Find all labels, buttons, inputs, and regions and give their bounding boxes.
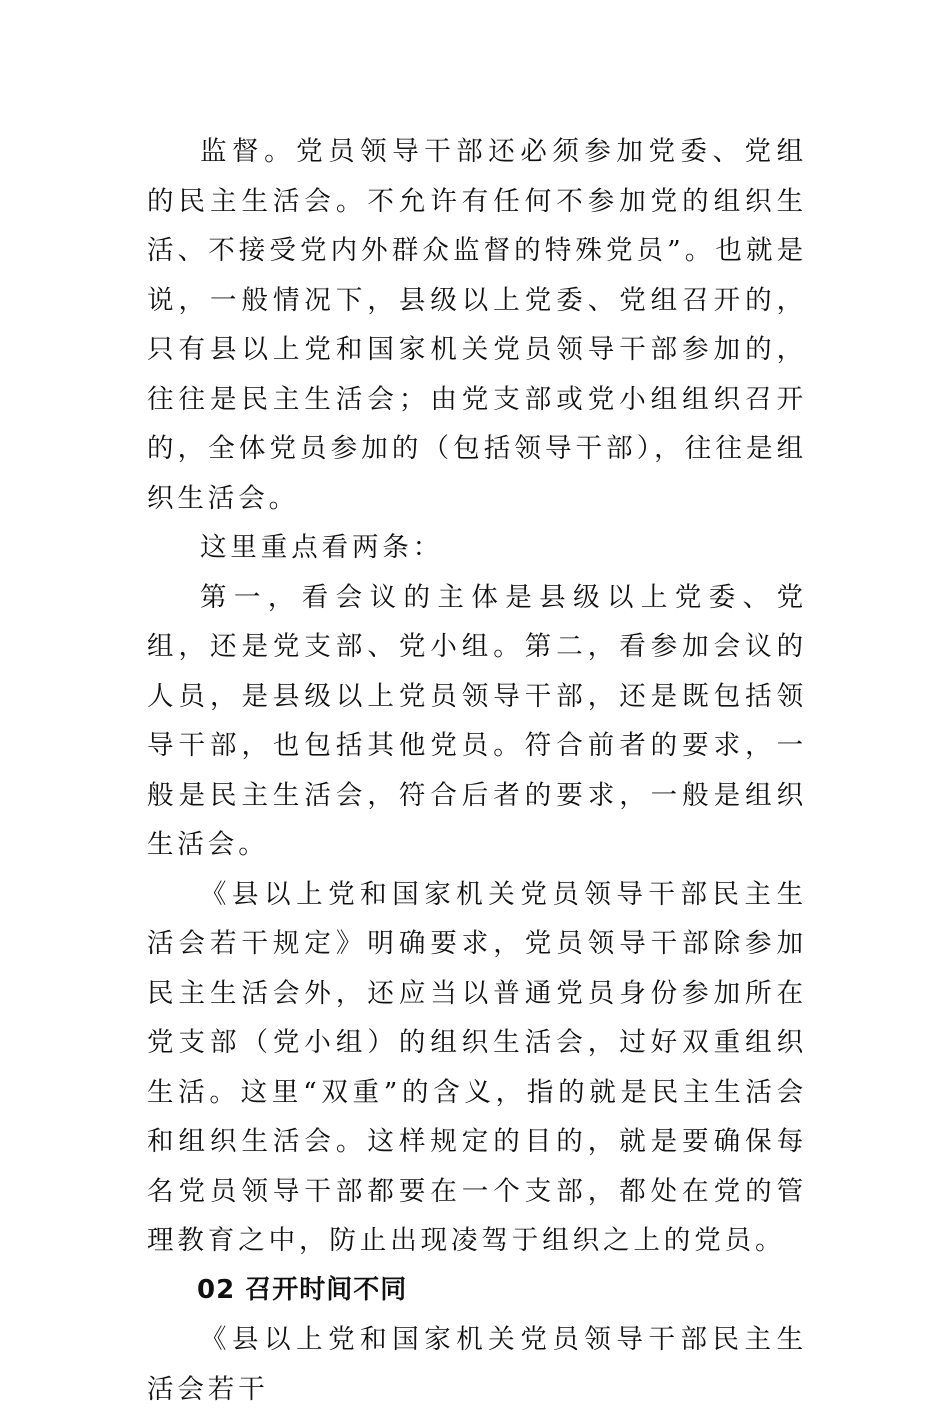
paragraph-4: 《县以上党和国家机关党员领导干部民主生活会若干规定》明确要求，党员领导干部除参加民主生活会外，还应当以普通党员身份参加所在党支部（党小组）的组织生活会，过好双重组织生活。这里“双重”的含义，指的就是民主生活会和组织生活会。这样规定的目的，就是要确保每名党员领导干部都要在一个支部，都处在党的管理教育之中，防止出现凌驾于组织之上的党员。	[147, 878, 807, 1256]
paragraph-1: 监督。党员领导干部还必须参加党委、党组的民主生活会。不允许有任何不参加党的组织生活、不接受党内外群众监督的特殊党员”。也就是说，一般情况下，县级以上党委、党组召开的，只有县以上党和国家机关党员领导干部参加的，往往是民主生活会；由党支部或党小组组织召开的，全体党员参加的（包括领导干部），往往是组织生活会。	[147, 136, 807, 514]
paragraph-3: 第一，看会议的主体是县级以上党委、党组，还是党支部、党小组。第二，看参加会议的人员，是县级以上党员领导干部，还是既包括领导干部，也包括其他党员。符合前者的要求，一般是民主生活会，符合后者的要求，一般是组织生活会。	[147, 581, 807, 860]
paragraph-5: 《县以上党和国家机关党员领导干部民主生活会若干	[147, 1324, 807, 1405]
section-heading: 02 召开时间不同	[197, 1274, 408, 1305]
paragraph-2: 这里重点看两条：	[200, 532, 444, 563]
document-body	[147, 127, 807, 1414]
